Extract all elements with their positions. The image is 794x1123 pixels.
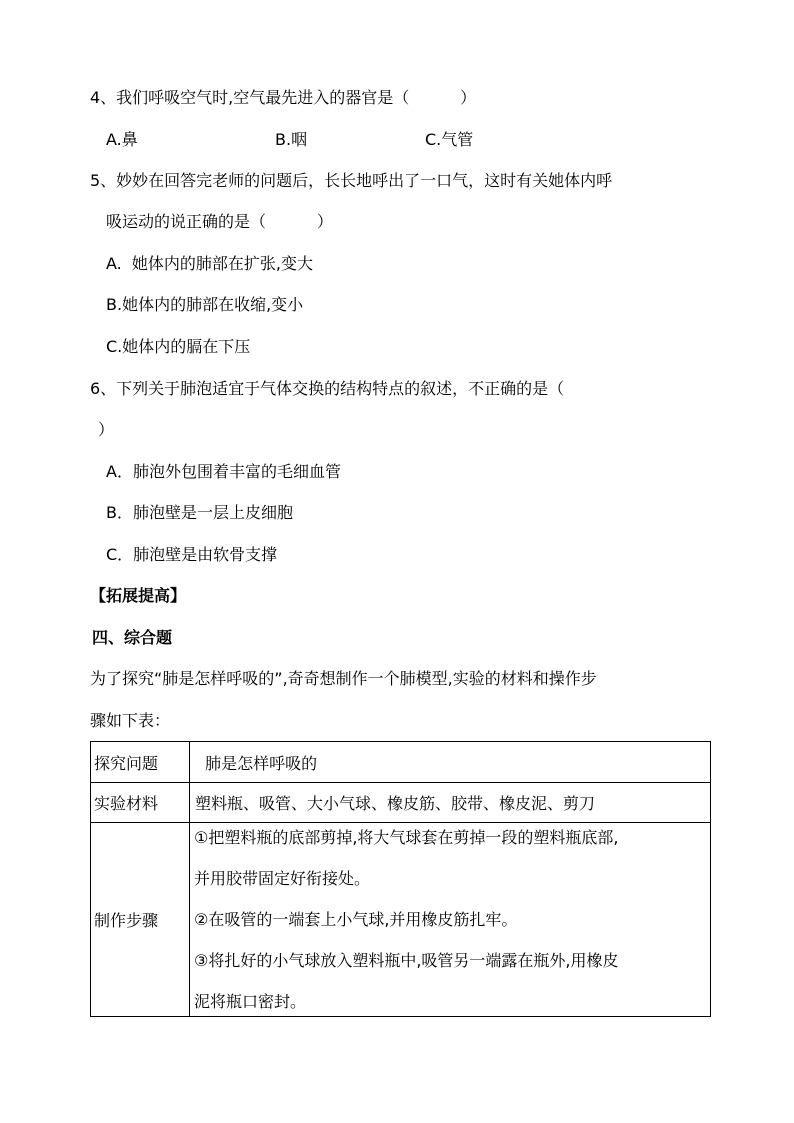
q5-option-c: C.她体内的膈在下压 <box>106 337 251 356</box>
q6-option-c: C．肺泡壁是由软骨支撑 <box>106 545 278 564</box>
q6-option-a: A．肺泡外包围着丰富的毛细血管 <box>106 462 341 481</box>
row-label-question: 探究问题 <box>91 742 190 783</box>
q4-stem: 4、我们呼吸空气时,空气最先进入的器官是（ ） <box>90 88 477 107</box>
row-label-materials: 实验材料 <box>91 783 190 823</box>
q5-stem-line2: 吸运动的说正确的是（ ） <box>106 212 333 231</box>
table-row <box>91 742 711 783</box>
intro-line1: 为了探究“肺是怎样呼吸的”,奇奇想制作一个肺模型,实验的材料和操作步 <box>90 669 597 688</box>
intro-line2: 骤如下表： <box>90 711 171 730</box>
part-heading: 四、综合题 <box>92 628 173 647</box>
step-2: ②在吸管的一端套上小气球,并用橡皮筋扎牢。 <box>194 909 518 929</box>
row-content-materials: 塑料瓶、吸管、大小气球、橡皮筋、胶带、橡皮泥、剪刀 <box>190 783 711 823</box>
step-3-line1: ③将扎好的小气球放入塑料瓶中,吸管另一端露在瓶外,用橡皮 <box>194 950 619 970</box>
q4-option-b: B.咽 <box>275 130 308 149</box>
step-1-line2: 并用胶带固定好衔接处。 <box>194 868 371 888</box>
row-content-question: 肺是怎样呼吸的 <box>190 742 711 783</box>
experiment-table <box>90 741 711 1017</box>
q5-stem-line1: 5、妙妙在回答完老师的问题后，长长地呼出了一口气，这时有关她体内呼 <box>90 171 613 190</box>
q5-option-b: B.她体内的肺部在收缩,变小 <box>106 295 304 314</box>
extension-heading: 【拓展提高】 <box>90 586 187 605</box>
q4-option-a: A.鼻 <box>106 130 138 149</box>
q5-option-a: A. 她体内的肺部在扩张,变大 <box>106 254 314 273</box>
step-3-line2: 泥将瓶口密封。 <box>194 991 307 1011</box>
row-content-steps <box>190 823 711 1017</box>
table-row <box>91 823 711 1017</box>
q6-stem-line1: 6、下列关于肺泡适宜于气体交换的结构特点的叙述，不正确的是（ <box>90 379 565 398</box>
row-label-steps: 制作步骤 <box>91 823 190 1017</box>
table-row <box>91 783 711 823</box>
q6-stem-line2: ） <box>98 420 115 439</box>
q4-option-c: C.气管 <box>425 130 474 149</box>
q6-option-b: B．肺泡壁是一层上皮细胞 <box>106 503 293 522</box>
step-1-line1: ①把塑料瓶的底部剪掉,将大气球套在剪掉一段的塑料瓶底部, <box>194 827 619 847</box>
